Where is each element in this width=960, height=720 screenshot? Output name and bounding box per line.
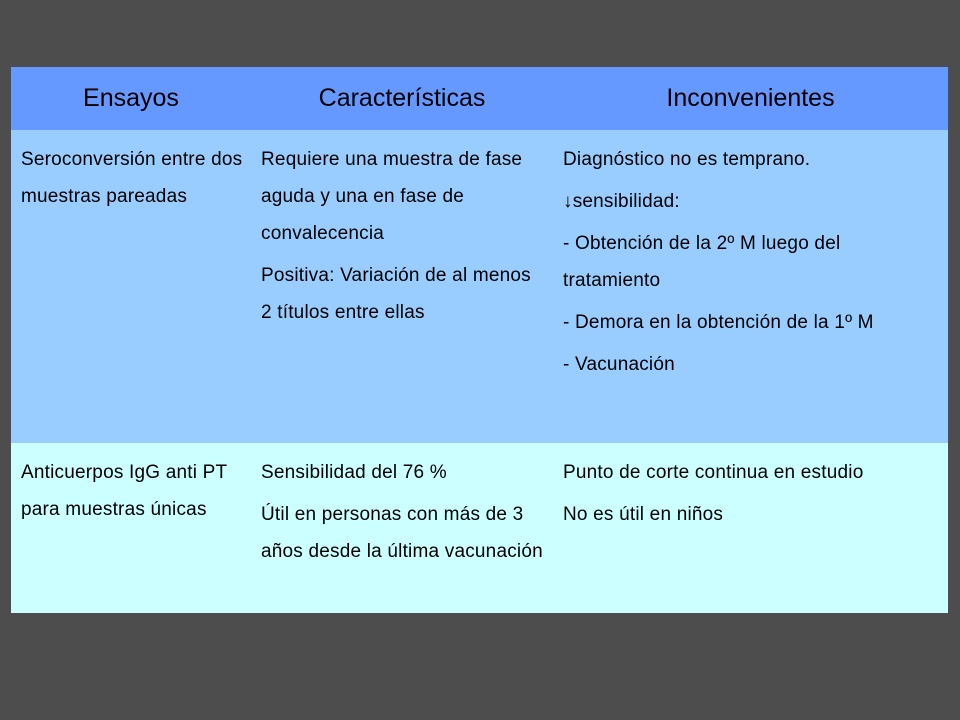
cell-text: Sensibilidad del 76 % xyxy=(261,462,447,483)
cell-text: - Obtención de la 2º M luego del tratamiento xyxy=(563,233,841,291)
cell-text: Diagnóstico no es temprano. xyxy=(563,149,811,170)
header-inconvenientes: Inconvenientes xyxy=(553,67,948,130)
cell-inconvenientes xyxy=(553,130,948,443)
cell-text: Seroconversión entre dos muestras pareadas xyxy=(21,149,243,207)
cell-text: Anticuerpos IgG anti PT para muestras únicas xyxy=(21,462,227,520)
cell-text: - Demora en la obtención de la 1º M xyxy=(563,312,874,333)
cell-text: - Vacunación xyxy=(563,354,675,375)
cell-text: ↓sensibilidad: xyxy=(563,191,680,212)
header-caracteristicas: Características xyxy=(251,67,553,130)
header-ensayos: Ensayos xyxy=(11,67,251,130)
cell-inconvenientes xyxy=(553,443,948,613)
table-row xyxy=(11,130,948,443)
cell-caracteristicas xyxy=(251,130,553,443)
cell-text: Punto de corte continua en estudio xyxy=(563,462,864,483)
cell-text: Útil en personas con más de 3 años desde la última vacunación xyxy=(261,504,543,562)
table-row xyxy=(11,443,948,613)
cell-text: No es útil en niños xyxy=(563,504,724,525)
cell-ensayo xyxy=(11,443,251,613)
cell-text: Positiva: Variación de al menos 2 títulos entre ellas xyxy=(261,265,531,323)
cell-caracteristicas xyxy=(251,443,553,613)
header-row xyxy=(11,67,948,130)
cell-ensayo xyxy=(11,130,251,443)
comparison-table xyxy=(11,67,948,613)
cell-text: Requiere una muestra de fase aguda y una en fase de convalecencia xyxy=(261,149,523,244)
